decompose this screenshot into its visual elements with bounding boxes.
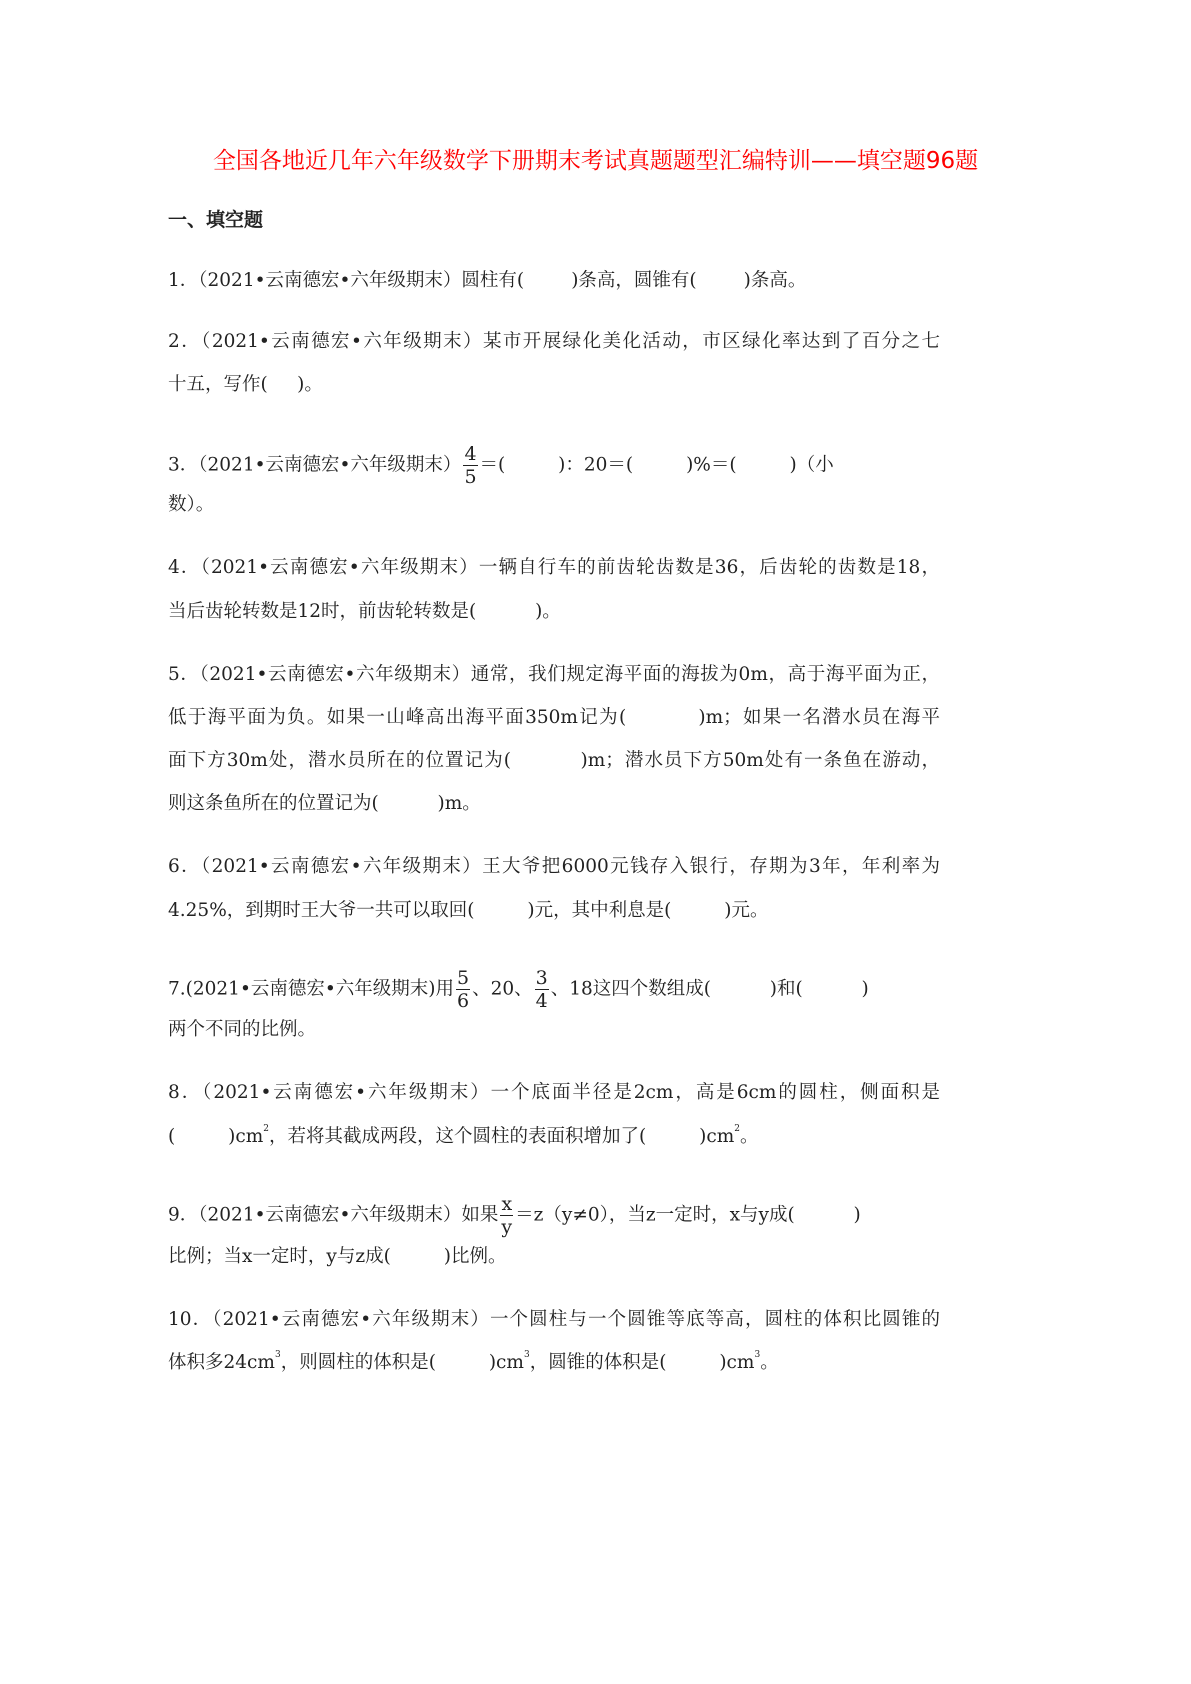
question-2-line: [168, 372, 940, 398]
question-9-line: [168, 1244, 940, 1270]
fraction-numerator: x: [501, 1193, 513, 1215]
question-text: 3．（2021•云南德宏•六年级期末）: [168, 454, 462, 476]
fraction-denominator: 5: [464, 466, 477, 488]
question-text: 数）。: [168, 494, 215, 515]
question-text: 两个不同的比例。: [168, 1019, 317, 1040]
question-10-line: [168, 1307, 940, 1333]
question-text: ，则圆柱的体积是( )cm: [280, 1352, 524, 1373]
question-text: 比例；当x一定时，y与z成( )比例。: [168, 1246, 507, 1267]
fraction-denominator: 6: [457, 990, 470, 1012]
question-text: ＝z（y≠0），当z一定时，x与y成( ): [515, 1204, 861, 1226]
question-text: 8．（2021•云南德宏•六年级期末）一个底面半径是2cm，高是6cm的圆柱，侧面积是: [168, 1082, 940, 1103]
superscript: 3: [274, 1350, 281, 1360]
question-text: 4.25%，到期时王大爷一共可以取回( )元，其中利息是( )元。: [168, 900, 769, 921]
fraction: [535, 967, 549, 1012]
question-5-line: [168, 748, 940, 774]
fraction-numerator: 3: [535, 967, 548, 989]
question-text: 面下方30m处，潜水员所在的位置记为( )m；潜水员下方50m处有一条鱼在游动，: [168, 750, 940, 771]
superscript: 3: [754, 1350, 761, 1360]
question-8-line: [168, 1124, 940, 1150]
question-7-line: [168, 1017, 940, 1043]
question-text: 4．（2021•云南德宏•六年级期末）一辆自行车的前齿轮齿数是36，后齿轮的齿数是18，: [168, 557, 940, 578]
question-text: 1．（2021•云南德宏•六年级期末）圆柱有( )条高，圆锥有( )条高。: [168, 270, 807, 291]
question-text: 则这条鱼所在的位置记为( )m。: [168, 793, 481, 814]
fraction-denominator: 4: [535, 990, 548, 1012]
section-heading: 一、填空题: [168, 209, 264, 231]
superscript: 3: [523, 1350, 530, 1360]
question-3-line: [168, 492, 940, 518]
question-text: 十五，写作( )。: [168, 374, 323, 395]
fraction: [500, 1193, 513, 1238]
question-text: 。: [760, 1352, 779, 1373]
question-text: 7.(2021•云南德宏•六年级期末)用: [168, 978, 454, 1000]
question-5-line: [168, 791, 940, 817]
question-9-line: [168, 1193, 940, 1238]
superscript: 2: [734, 1124, 741, 1134]
question-text: ，圆锥的体积是( )cm: [529, 1352, 755, 1373]
question-text: ，若将其截成两段，这个圆柱的表面积增加了( )cm: [269, 1126, 735, 1147]
question-8-line: [168, 1080, 940, 1106]
question-text: 体积多24cm: [168, 1352, 275, 1373]
question-text: 、20、: [472, 978, 533, 1000]
fraction: [456, 967, 470, 1012]
question-4-line: [168, 555, 940, 581]
question-text: 10．（2021•云南德宏•六年级期末）一个圆柱与一个圆锥等底等高，圆柱的体积比圆锥的: [168, 1309, 940, 1330]
question-2-line: [168, 329, 940, 355]
question-text: 5．（2021•云南德宏•六年级期末）通常，我们规定海平面的海拔为0m，高于海平面为正，: [168, 664, 940, 685]
fraction: [463, 443, 477, 488]
question-text: ( )cm: [168, 1126, 264, 1147]
superscript: 2: [263, 1124, 269, 1134]
question-6-line: [168, 854, 940, 880]
question-text: 、18这四个数组成( )和( ): [550, 978, 869, 1000]
question-4-line: [168, 599, 940, 625]
question-text: 低于海平面为负。如果一山峰高出海平面350m记为( )m；如果一名潜水员在海平: [168, 707, 940, 728]
fraction-numerator: 5: [457, 967, 470, 989]
question-text: 。: [740, 1126, 759, 1147]
question-text: 9．（2021•云南德宏•六年级期末）如果: [168, 1204, 499, 1226]
document-title: 全国各地近几年六年级数学下册期末考试真题题型汇编特训——填空题96题: [212, 148, 979, 174]
question-text: 6．（2021•云南德宏•六年级期末）王大爷把6000元钱存入银行，存期为3年，年利率为: [168, 856, 940, 877]
question-text: 2．（2021•云南德宏•六年级期末）某市开展绿化美化活动，市区绿化率达到了百分之七: [168, 331, 940, 352]
question-5-line: [168, 705, 940, 731]
fraction-denominator: y: [501, 1216, 513, 1238]
fraction-numerator: 4: [464, 443, 477, 465]
question-text: 当后齿轮转数是12时，前齿轮转数是( )。: [168, 601, 561, 622]
question-text: ＝( )：20＝( )%＝( )（小: [479, 454, 834, 476]
question-7-line: [168, 967, 940, 1012]
question-1-line: [168, 268, 940, 294]
question-6-line: [168, 898, 940, 924]
question-10-line: [168, 1350, 940, 1376]
question-5-line: [168, 662, 940, 688]
question-3-line: [168, 443, 940, 488]
